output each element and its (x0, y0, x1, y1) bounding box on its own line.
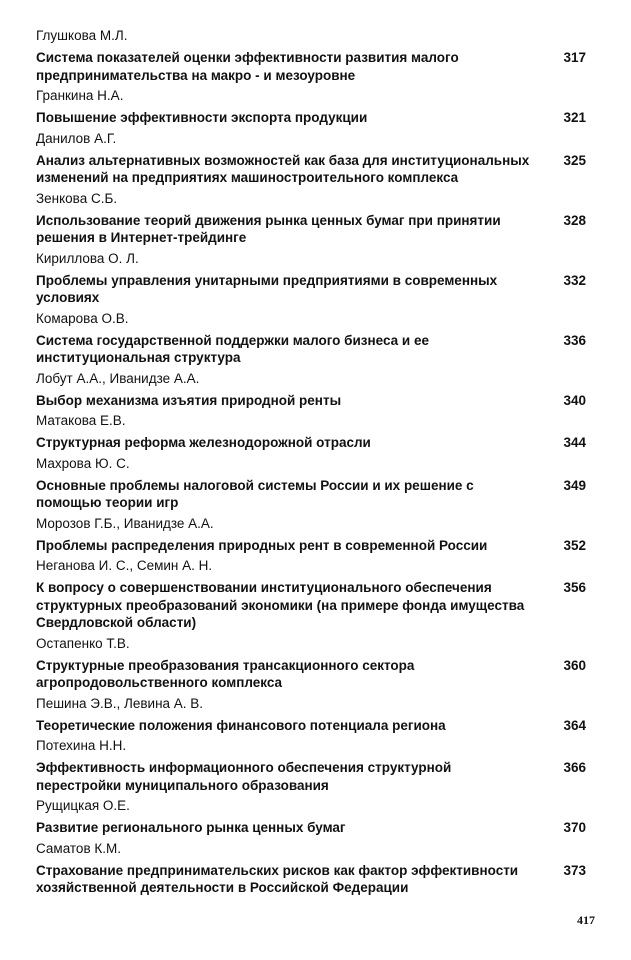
toc-title: Эффективность информационного обеспечения структурной перестройки муниципального образования (36, 760, 452, 793)
toc-title-row (36, 272, 596, 307)
toc-page: 325 (563, 152, 586, 168)
toc-author: Морозов Г.Б., Иванидзе А.А. (36, 515, 214, 531)
toc-entry (36, 87, 596, 127)
toc-title: Система показателей оценки эффективности развития малого предпринимательства на макро - и мезоуровне (36, 50, 459, 83)
toc-title: Выбор механизма изъятия природной ренты (36, 392, 342, 408)
toc-title-row (36, 477, 596, 512)
toc-title: Проблемы управления унитарными предприятиями в современных условиях (36, 272, 498, 305)
toc-entry (36, 695, 596, 735)
toc-author: Комарова О.В. (36, 310, 129, 326)
toc-title-row (36, 717, 596, 735)
toc-entry (36, 370, 596, 410)
toc-title: Использование теорий движения рынка ценных бумаг при принятии решения в Интернет-трейдинге (36, 212, 501, 245)
table-of-contents (36, 27, 596, 900)
toc-title-row (36, 819, 596, 837)
toc-title-row (36, 657, 596, 692)
toc-entry (36, 27, 596, 84)
toc-title-row (36, 537, 596, 555)
toc-page: 336 (563, 332, 586, 348)
toc-title: Проблемы распределения природных рент в современной России (36, 537, 488, 553)
toc-author: Гранкина Н.А. (36, 88, 124, 103)
toc-title: Повышение эффективности экспорта продукции (36, 110, 368, 125)
toc-title-row (36, 49, 596, 84)
toc-title-row (36, 759, 596, 794)
toc-entry (36, 557, 596, 632)
toc-author: Лобут А.А., Иванидзе А.А. (36, 370, 200, 386)
toc-entry (36, 840, 596, 897)
toc-title-row (36, 392, 596, 410)
toc-title-row (36, 434, 596, 452)
toc-title: Основные проблемы налоговой системы России и их решение с помощью теории игр (36, 477, 474, 510)
toc-page: 366 (563, 760, 586, 775)
toc-page: 317 (563, 50, 586, 65)
toc-page: 373 (563, 862, 586, 878)
toc-entry (36, 130, 596, 187)
toc-page: 332 (563, 272, 586, 288)
toc-entry (36, 412, 596, 452)
toc-page: 340 (563, 392, 586, 408)
toc-page: 360 (563, 657, 586, 673)
toc-entry (36, 635, 596, 692)
toc-page: 364 (563, 717, 586, 733)
toc-entry (36, 250, 596, 307)
toc-page: 370 (563, 820, 586, 835)
toc-title: Структурная реформа железнодорожной отрасли (36, 435, 371, 450)
toc-author: Матакова Е.В. (36, 413, 126, 428)
toc-title: Система государственной поддержки малого бизнеса и ее институциональная структура (36, 332, 429, 365)
toc-entry (36, 737, 596, 794)
toc-title: Теоретические положения финансового потенциала региона (36, 717, 446, 733)
toc-title-row (36, 862, 596, 897)
toc-title: К вопросу о совершенствовании институционального обеспечения структурных преобразований экономики (на примере фонда имущества Свердловской области) (36, 580, 525, 630)
toc-title-row (36, 152, 596, 187)
toc-author: Остапенко Т.В. (36, 635, 130, 651)
toc-page: 349 (563, 477, 586, 493)
toc-author: Рущицкая О.Е. (36, 798, 130, 813)
toc-author: Потехина Н.Н. (36, 738, 127, 753)
toc-title-row (36, 212, 596, 247)
toc-author: Махрова Ю. С. (36, 455, 130, 471)
toc-author: Кириллова О. Л. (36, 250, 139, 266)
toc-author: Саматов К.М. (36, 840, 121, 856)
toc-entry (36, 310, 596, 367)
toc-page: 321 (563, 110, 586, 125)
toc-title-row (36, 109, 596, 127)
toc-author: Глушкова М.Л. (36, 28, 128, 43)
toc-page: 352 (563, 537, 586, 553)
toc-entry (36, 455, 596, 512)
toc-page: 328 (563, 212, 586, 228)
toc-title: Развитие регионального рынка ценных бумаг (36, 820, 346, 835)
toc-title: Структурные преобразования трансакционного сектора агропродовольственного комплекса (36, 657, 415, 690)
toc-entry (36, 190, 596, 247)
toc-author: Данилов А.Г. (36, 130, 117, 146)
toc-title: Страхование предпринимательских рисков как фактор эффективности хозяйственной деятельности в Российской Федерации (36, 862, 519, 895)
toc-author: Зенкова С.Б. (36, 190, 118, 206)
toc-title: Анализ альтернативных возможностей как база для институциональных изменений на предприятиях машиностроительного комплекса (36, 152, 530, 185)
toc-title-row (36, 332, 596, 367)
toc-entry (36, 515, 596, 555)
toc-author: Пешина Э.В., Левина А. В. (36, 695, 204, 711)
page-number: 417 (577, 913, 595, 927)
toc-title-row (36, 579, 596, 632)
toc-author: Неганова И. С., Семин А. Н. (36, 558, 213, 573)
toc-page: 344 (563, 435, 586, 450)
toc-page: 356 (563, 580, 586, 595)
toc-entry (36, 797, 596, 837)
